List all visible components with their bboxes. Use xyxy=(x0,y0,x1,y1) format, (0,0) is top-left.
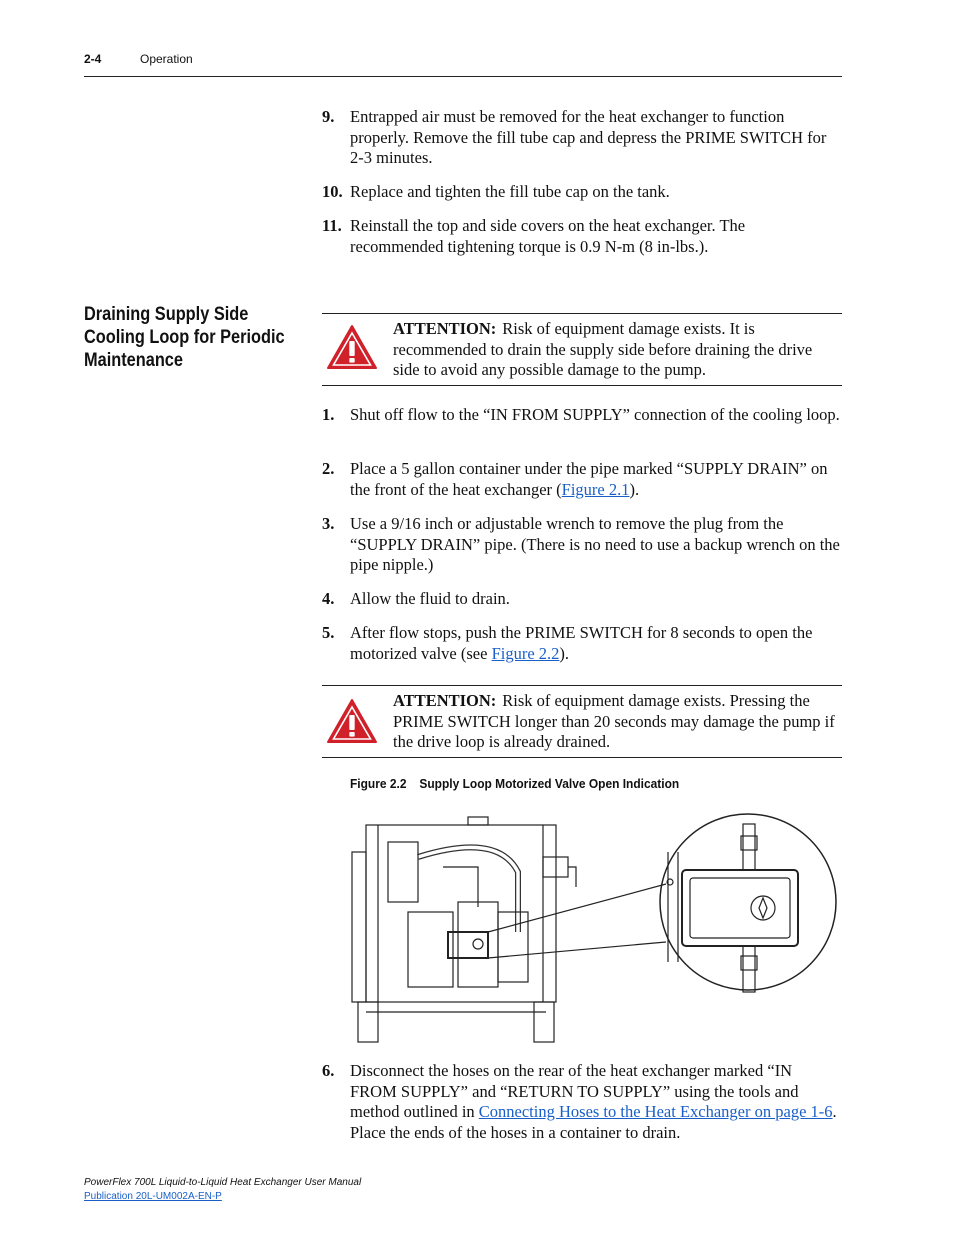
figure-title: Supply Loop Motorized Valve Open Indication xyxy=(419,776,680,791)
step-text: Reinstall the top and side covers on the heat exchanger. The recommended tightening torque is 0.9 N-m (8 in-lbs.). xyxy=(350,216,746,256)
attention-label: ATTENTION: xyxy=(393,319,497,338)
figure-caption xyxy=(350,776,679,791)
page-header xyxy=(84,52,193,66)
warning-icon xyxy=(326,324,378,370)
attention-text: Risk of equipment damage exists. Pressing the PRIME SWITCH longer than 20 seconds may damage the pump if the drive loop is already drained. xyxy=(393,691,835,751)
step-2 xyxy=(322,459,842,500)
step-text: After flow stops, push the PRIME SWITCH for 8 seconds to open the motorized valve (see Figure 2.2). xyxy=(350,623,813,663)
step-text: Allow the fluid to drain. xyxy=(350,589,510,608)
step-text: Entrapped air must be removed for the heat exchanger to function properly. Remove the fill tube cap and depress the PRIME SWITCH for 2-3 minutes. xyxy=(350,107,827,167)
attention-text: Risk of equipment damage exists. It is recommended to drain the supply side before draining the drive side to avoid any possible damage to the pump. xyxy=(393,319,813,379)
step-number: 10. xyxy=(322,182,343,201)
step-text: Shut off flow to the “IN FROM SUPPLY” connection of the cooling loop. xyxy=(350,405,840,424)
step-9 xyxy=(322,107,842,169)
step-text: Use a 9/16 inch or adjustable wrench to remove the plug from the “SUPPLY DRAIN” pipe. (There is no need to use a backup wrench on the pipe nipple.) xyxy=(350,514,840,574)
heat-exchanger-drawing xyxy=(348,812,838,1047)
attention-box-2 xyxy=(322,685,842,758)
section-title: Draining Supply Side Cooling Loop for Periodic Maintenance xyxy=(84,304,285,371)
step-number: 2. xyxy=(322,459,335,478)
step-number: 9. xyxy=(322,107,335,126)
step-number: 3. xyxy=(322,514,335,533)
step-1 xyxy=(322,405,842,426)
step-text: Place a 5 gallon container under the pipe marked “SUPPLY DRAIN” on the front of the heat exchanger (Figure 2.1). xyxy=(350,459,828,499)
header-rule xyxy=(84,76,842,77)
warning-icon xyxy=(326,698,378,744)
step-number: 1. xyxy=(322,405,335,424)
step-10 xyxy=(322,182,842,203)
step-4 xyxy=(322,589,842,610)
step-6 xyxy=(322,1061,842,1143)
step-number: 6. xyxy=(322,1061,335,1080)
attention-box-1 xyxy=(322,313,842,386)
step-text: Disconnect the hoses on the rear of the heat exchanger marked “IN FROM SUPPLY” and “RETURN TO SUPPLY” using the tools and method outlined in Connecting Hoses to the Heat Exchanger on page 1-6. Place the ends of the hoses in a container to drain. xyxy=(350,1061,837,1142)
page-number: 2-4 xyxy=(84,52,102,66)
attention-label: ATTENTION: xyxy=(393,691,497,710)
step-3 xyxy=(322,514,842,576)
step-number: 5. xyxy=(322,623,335,642)
header-section: Operation xyxy=(140,52,193,66)
step-text: Replace and tighten the fill tube cap on the tank. xyxy=(350,182,670,201)
figure-2-2-link[interactable]: Figure 2.2 xyxy=(491,643,560,663)
footer-title: PowerFlex 700L Liquid-to-Liquid Heat Exchanger User Manual xyxy=(84,1177,362,1188)
figure-2-1-link[interactable]: Figure 2.1 xyxy=(561,479,630,499)
connecting-hoses-link[interactable]: Connecting Hoses to the Heat Exchanger on page 1-6 xyxy=(478,1102,833,1121)
figure-label: Figure 2.2 xyxy=(350,776,407,791)
step-number: 11. xyxy=(322,216,342,235)
footer-publication[interactable]: Publication 20L-UM002A-EN-P xyxy=(84,1191,222,1202)
step-number: 4. xyxy=(322,589,335,608)
step-5 xyxy=(322,623,842,664)
step-11 xyxy=(322,216,842,257)
